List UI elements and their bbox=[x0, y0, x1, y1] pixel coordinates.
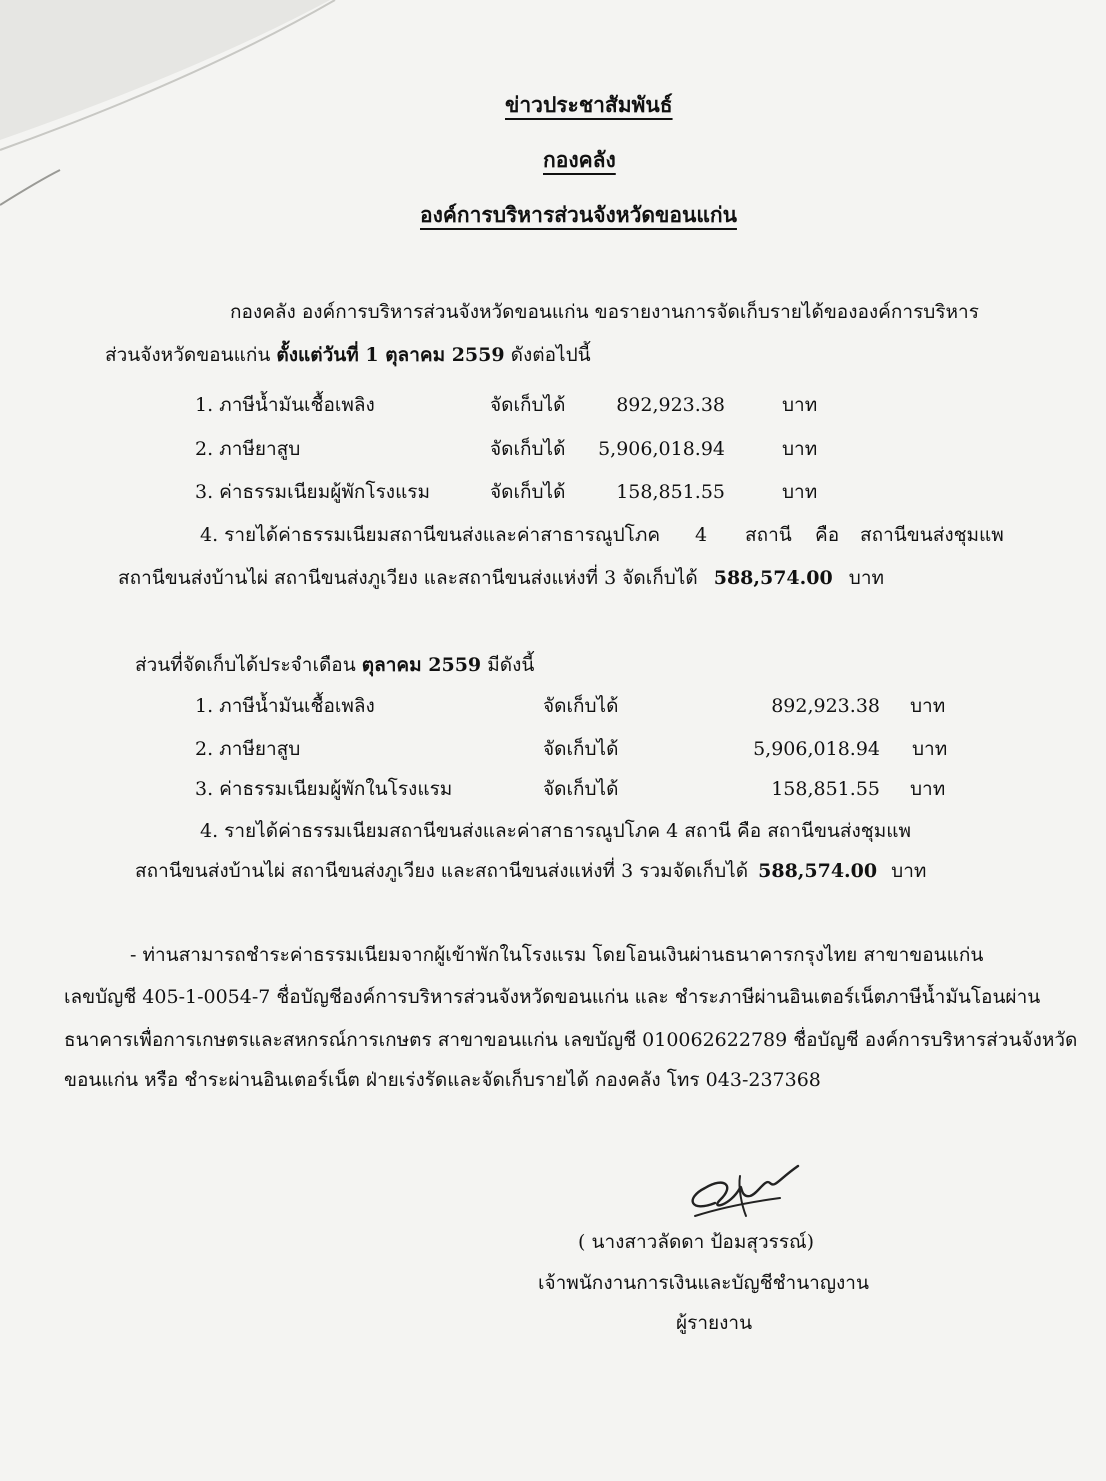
s1-item-1-unit: บาท bbox=[782, 394, 818, 416]
s1-item-4-line-1d: คือ bbox=[815, 524, 840, 546]
payment-line-3: ธนาคารเพื่อการเกษตรและสหกรณ์การเกษตร สาขาขอนแก่น เลขบัญชี 010062622789 ชื่อบัญชี องค์การบริหารส่วนจังหวัด bbox=[64, 1029, 1078, 1051]
s2-item-2-label: 2. ภาษียาสูบ bbox=[195, 738, 301, 760]
payment-line-2: เลขบัญชี 405-1-0054-7 ชื่อบัญชีองค์การบริหารส่วนจังหวัดขอนแก่น และ ชำระภาษีผ่านอินเตอร์เน็ตภาษีน้ำมันโอนผ่าน bbox=[64, 986, 1041, 1008]
intro-date: ตั้งแต่วันที่ 1 ตุลาคม 2559 bbox=[276, 344, 505, 366]
s2-item-3-unit: บาท bbox=[910, 778, 946, 800]
s2-heading-suffix: มีดังนี้ bbox=[487, 654, 535, 676]
s2-item-3-amount: 158,851.55 bbox=[771, 778, 880, 800]
s1-item-2-amount: 5,906,018.94 bbox=[598, 438, 725, 460]
s2-item-3-label: 3. ค่าธรรมเนียมผู้พักในโรงแรม bbox=[195, 778, 453, 800]
s2-item-2-amount: 5,906,018.94 bbox=[753, 738, 880, 760]
s1-item-4-line-1b: 4 bbox=[695, 524, 708, 546]
s1-item-2-collect: จัดเก็บได้ bbox=[490, 438, 566, 460]
s2-item-1-label: 1. ภาษีน้ำมันเชื้อเพลิง bbox=[195, 695, 375, 717]
s1-item-4-amount: 588,574.00 bbox=[713, 567, 833, 589]
payment-line-4: ขอนแก่น หรือ ชำระผ่านอินเตอร์เน็ต ฝ่ายเร่งรัดและจัดเก็บรายได้ กองคลัง โทร 043-237368 bbox=[64, 1069, 821, 1091]
s1-item-1-amount: 892,923.38 bbox=[616, 394, 725, 416]
s2-item-4-amount: 588,574.00 bbox=[758, 860, 878, 882]
s2-item-2-collect: จัดเก็บได้ bbox=[543, 738, 619, 760]
header-department: กองคลัง bbox=[543, 147, 616, 172]
intro-line-1: กองคลัง องค์การบริหารส่วนจังหวัดขอนแก่น ขอรายงานการจัดเก็บรายได้ขององค์การบริหาร bbox=[230, 301, 979, 323]
handwritten-signature-icon bbox=[680, 1158, 810, 1228]
intro-line-2-prefix: ส่วนจังหวัดขอนแก่น bbox=[105, 344, 271, 366]
intro-line-2 bbox=[105, 342, 591, 368]
header-organization: องค์การบริหารส่วนจังหวัดขอนแก่น bbox=[420, 202, 737, 227]
s1-item-3-label: 3. ค่าธรรมเนียมผู้พักโรงแรม bbox=[195, 481, 431, 503]
s1-item-4-line-1e: สถานีขนส่งชุมแพ bbox=[860, 524, 1004, 546]
s1-item-1-collect: จัดเก็บได้ bbox=[490, 394, 566, 416]
s2-item-1-unit: บาท bbox=[910, 695, 946, 717]
s2-item-3-collect: จัดเก็บได้ bbox=[543, 778, 619, 800]
intro-line-2-suffix: ดังต่อไปนี้ bbox=[510, 344, 591, 366]
s2-item-4-unit: บาท bbox=[891, 860, 927, 882]
s2-item-2-unit: บาท bbox=[912, 738, 948, 760]
s1-item-2-unit: บาท bbox=[782, 438, 818, 460]
s2-item-1-collect: จัดเก็บได้ bbox=[543, 695, 619, 717]
s2-heading-prefix: ส่วนที่จัดเก็บได้ประจำเดือน bbox=[135, 654, 356, 676]
payment-line-1: - ท่านสามารถชำระค่าธรรมเนียมจากผู้เข้าพักในโรงแรม โดยโอนเงินผ่านธนาคารกรุงไทย สาขาขอนแก่น bbox=[130, 944, 984, 966]
s2-heading-month: ตุลาคม 2559 bbox=[361, 654, 482, 676]
signatory-role: ผู้รายงาน bbox=[676, 1312, 753, 1334]
signatory-position: เจ้าพนักงานการเงินและบัญชีชำนาญงาน bbox=[538, 1272, 869, 1294]
s2-heading bbox=[135, 652, 534, 678]
s1-item-4-unit: บาท bbox=[848, 567, 885, 589]
s1-item-1-label: 1. ภาษีน้ำมันเชื้อเพลิง bbox=[195, 394, 375, 416]
s2-item-4-line-1: 4. รายได้ค่าธรรมเนียมสถานีขนส่งและค่าสาธารณูปโภค 4 สถานี คือ สถานีขนส่งชุมแพ bbox=[200, 820, 911, 842]
s2-item-4-line-2 bbox=[135, 858, 926, 884]
s1-item-3-collect: จัดเก็บได้ bbox=[490, 481, 566, 503]
s1-item-4-line-1c: สถานี bbox=[745, 524, 792, 546]
s1-item-2-label: 2. ภาษียาสูบ bbox=[195, 438, 301, 460]
s1-item-3-unit: บาท bbox=[782, 481, 818, 503]
header-title: ข่าวประชาสัมพันธ์ bbox=[505, 92, 673, 117]
s2-item-1-amount: 892,923.38 bbox=[771, 695, 880, 717]
s1-item-4-line-2 bbox=[118, 565, 884, 591]
s1-item-4-line-2-text: สถานีขนส่งบ้านไผ่ สถานีขนส่งภูเวียง และสถานีขนส่งแห่งที่ 3 จัดเก็บได้ bbox=[118, 567, 698, 589]
signatory-name: ( นางสาวลัดดา ป้อมสุวรรณ์) bbox=[578, 1231, 815, 1253]
s1-item-4-line-1a: 4. รายได้ค่าธรรมเนียมสถานีขนส่งและค่าสาธารณูปโภค bbox=[200, 524, 661, 546]
s2-item-4-line-2-text: สถานีขนส่งบ้านไผ่ สถานีขนส่งภูเวียง และสถานีขนส่งแห่งที่ 3 รวมจัดเก็บได้ bbox=[135, 860, 749, 882]
s1-item-3-amount: 158,851.55 bbox=[616, 481, 725, 503]
